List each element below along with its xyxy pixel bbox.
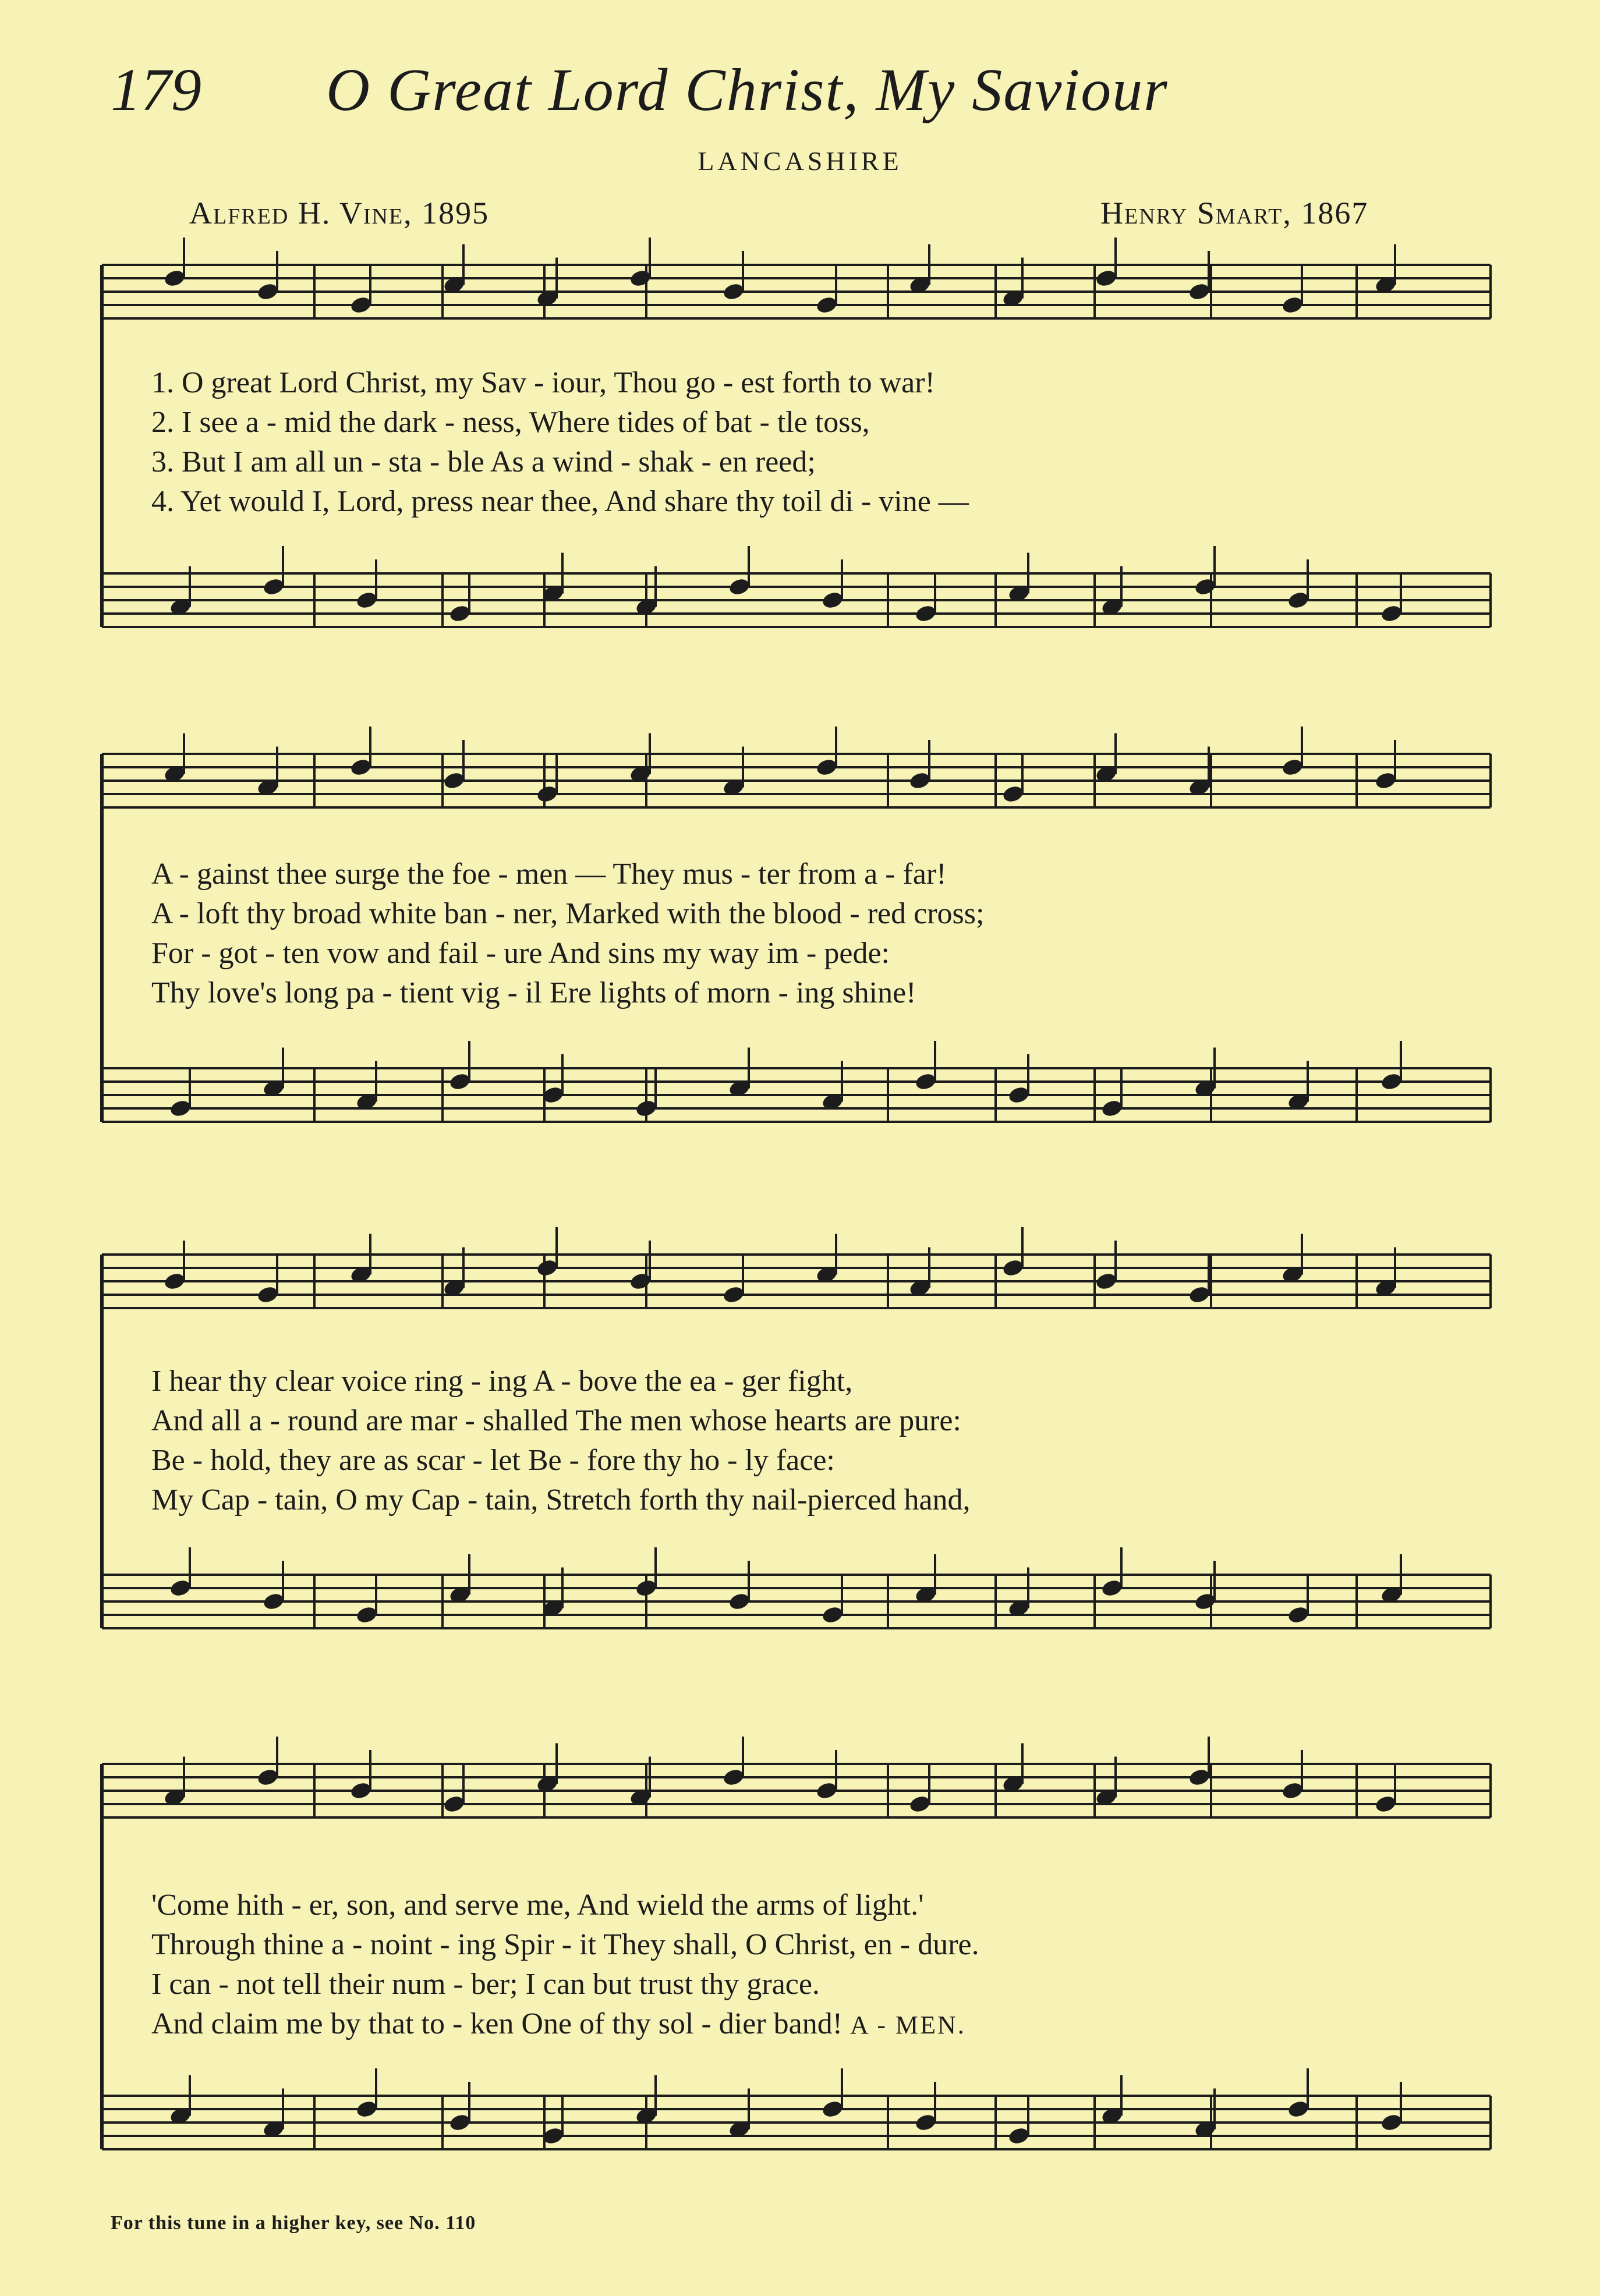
lyric-line: 4. Yet would I, Lord, press near thee, And share thy toil di - vine — (151, 485, 969, 518)
system-4-lyrics (151, 1888, 1491, 2046)
lyric-line: 3. But I am all un - sta - ble As a wind - shak - en reed; (151, 445, 816, 479)
lyric-line: For - got - ten vow and fail - ure And sins my way im - pede: (151, 937, 890, 970)
lyric-line: 1. O great Lord Christ, my Sav - iour, Thou go - est forth to war! (151, 366, 935, 399)
lyric-text: And claim me by that to - ken One of thy sol - dier band! (151, 2007, 843, 2040)
lyric-line: A - loft thy broad white ban - ner, Marked with the blood - red cross; (151, 897, 985, 930)
lyric-line: 'Come hith - er, son, and serve me, And wield the arms of light.' (151, 1888, 924, 1922)
footnote: For this tune in a higher key, see No. 110 (111, 2212, 476, 2234)
lyric-line: Thy love's long pa - tient vig - il Ere lights of morn - ing shine! (151, 976, 916, 1009)
lyric-line: I can - not tell their num - ber; I can but trust thy grace. (151, 1968, 820, 2001)
lyric-line: I hear thy clear voice ring - ing A - bove the ea - ger fight, (151, 1365, 853, 1398)
amen-text: A - MEN. (850, 2011, 966, 2039)
composer-credit: Henry Smart, 1867 (1100, 196, 1369, 231)
lyric-line: Through thine a - noint - ing Spir - it They shall, O Christ, en - dure. (151, 1928, 979, 1961)
system-3-lyrics (151, 1364, 1491, 1522)
lyric-line: Be - hold, they are as scar - let Be - fore thy ho - ly face: (151, 1444, 835, 1477)
lyric-line: A - gainst thee surge the foe - men — They mus - ter from a - far! (151, 858, 947, 891)
lyric-line: My Cap - tain, O my Cap - tain, Stretch forth thy nail-pierced hand, (151, 1483, 971, 1517)
system-2-lyrics (151, 857, 1491, 1015)
lyric-line: 2. I see a - mid the dark - ness, Where tides of bat - tle toss, (151, 406, 870, 439)
lyric-line (151, 2007, 1491, 2046)
author-credit: Alfred H. Vine, 1895 (189, 196, 490, 231)
tune-name: LANCASHIRE (698, 146, 902, 176)
hymn-title: O Great Lord Christ, My Saviour (326, 56, 1169, 123)
system-1-lyrics (151, 366, 1491, 524)
hymn-number: 179 (111, 56, 201, 123)
lyric-line: And all a - round are mar - shalled The men whose hearts are pure: (151, 1404, 961, 1437)
